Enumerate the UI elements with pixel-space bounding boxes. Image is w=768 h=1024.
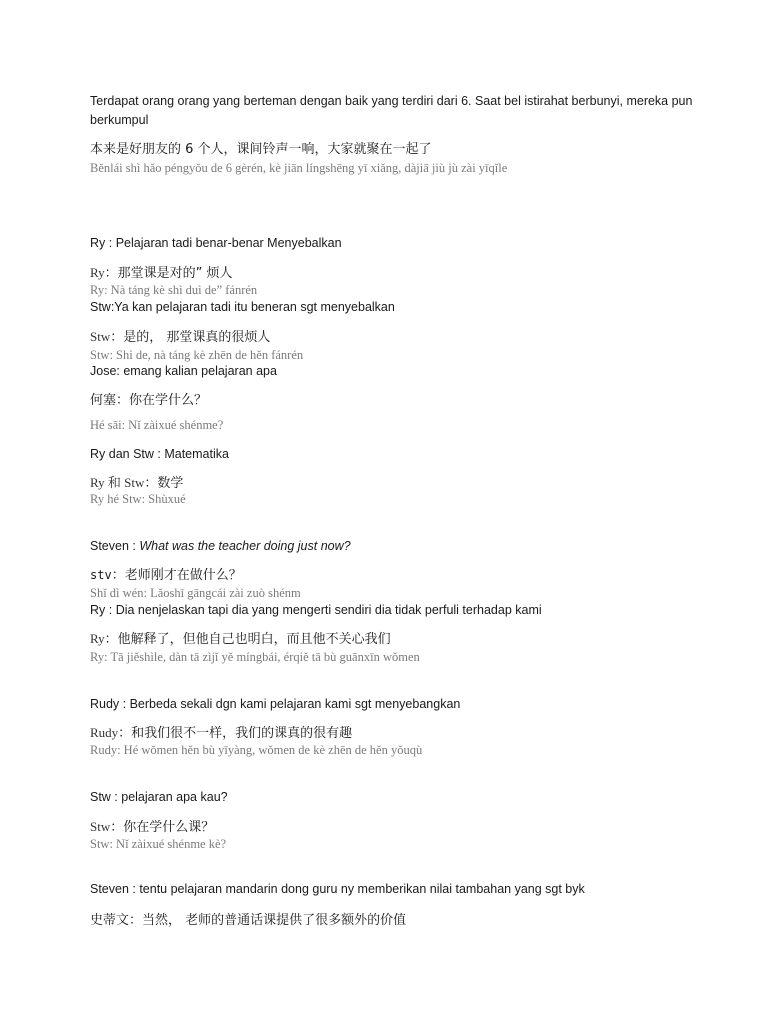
dialogue-pinyin: Ry: Nà táng kè shì duì de” fánrén (90, 283, 258, 297)
speaker-prefix: Steven : (90, 539, 140, 553)
dialogue-pinyin: Shǐ dì wén: Lǎoshī gāngcái zài zuò shénm (90, 586, 301, 600)
speaker-name: Ry (90, 631, 105, 646)
chinese-text: ：数学 (144, 476, 184, 491)
dialogue-chinese (90, 630, 700, 649)
dialogue-indonesian: Ry : Dia nenjelaskan tapi dia yang mengerti sendiri dia tidak perfuli terhadap kami (90, 603, 542, 617)
chinese-text: ：是的， 那堂课真的很烦人 (110, 330, 271, 345)
dialogue-indonesian: Ry : Pelajaran tadi benar-benar Menyebalkan (90, 236, 342, 250)
chinese-text: ：你在学什么？ (116, 393, 208, 408)
speaker-name: stv (90, 568, 112, 582)
dialogue-indonesian: Jose: emang kalian pelajaran apa (90, 364, 277, 378)
dialogue-chinese (90, 911, 700, 930)
intro-paragraph: Terdapat orang orang yang berteman dengan baik yang terdiri dari 6. Saat bel istirahat berbunyi, mereka pun berkumpul (90, 94, 693, 127)
dialogue-pinyin: Stw: Nǐ zàixué shénme kè? (90, 837, 227, 851)
chinese-text: ：那堂课是对的” 烦人 (104, 266, 233, 281)
dialogue-pinyin: Hé sāi: Nǐ zàixué shénme? (90, 418, 224, 432)
speaker-name: Stw (90, 819, 111, 834)
speaker-name: 何塞 (90, 393, 117, 408)
dialogue-indonesian: Rudy : Berbeda sekali dgn kami pelajaran kami sgt menyebangkan (90, 697, 461, 711)
dialogue-pinyin: Stw: Shì de, nà táng kè zhēn de hěn fánrén (90, 348, 304, 362)
speaker-name: Ry (90, 265, 105, 280)
chinese-text: ：和我们很不一样，我们的课真的很有趣 (118, 726, 353, 741)
dialogue-indonesian: Stw : pelajaran apa kau? (90, 790, 228, 804)
dialogue-chinese (90, 391, 700, 410)
chinese-text: ：他解释了，但他自己也明白，而且他不关心我们 (104, 632, 391, 647)
chinese-text: ：你在学什么课？ (110, 820, 215, 835)
dialogue-chinese (90, 566, 700, 585)
dialogue-pinyin: Ry hé Stw: Shùxué (90, 492, 186, 506)
intro-pinyin: Běnlái shì hǎo péngyǒu de 6 gèrén, kè jiān língshēng yī xiǎng, dàjiā jiù jù zài yīqǐle (90, 161, 508, 175)
dialogue-pinyin: Rudy: Hé wǒmen hěn bù yīyàng, wǒmen de kè zhēn de hěn yǒuqù (90, 743, 423, 757)
dialogue-indonesian: Stw:Ya kan pelajaran tadi itu beneran sgt menyebalkan (90, 300, 395, 314)
dialogue-chinese (90, 328, 700, 347)
dialogue-indonesian: Steven : tentu pelajaran mandarin dong guru ny memberikan nilai tambahan yang sgt byk (90, 882, 585, 896)
chinese-text: ：当然， 老师的普通话课提供了很多额外的价值 (129, 913, 407, 928)
intro-chinese: 本来是好朋友的 6 个人，课间铃声一响，大家就聚在一起了 (90, 142, 432, 157)
dialogue-indonesian: Ry dan Stw : Matematika (90, 447, 229, 461)
english-question: What was the teacher doing just now? (139, 539, 351, 553)
speaker-name: Ry 和 Stw (90, 475, 145, 490)
speaker-name: Rudy (90, 725, 119, 740)
chinese-text: ：老师刚才在做什么？ (111, 568, 242, 583)
dialogue-indonesian (90, 537, 700, 555)
dialogue-pinyin: Ry: Tā jiěshìle, dàn tā zìjǐ yě míngbái, érqiě tā bù guānxīn wǒmen (90, 650, 420, 664)
speaker-name: 史蒂文 (90, 913, 130, 928)
speaker-name: Stw (90, 329, 111, 344)
